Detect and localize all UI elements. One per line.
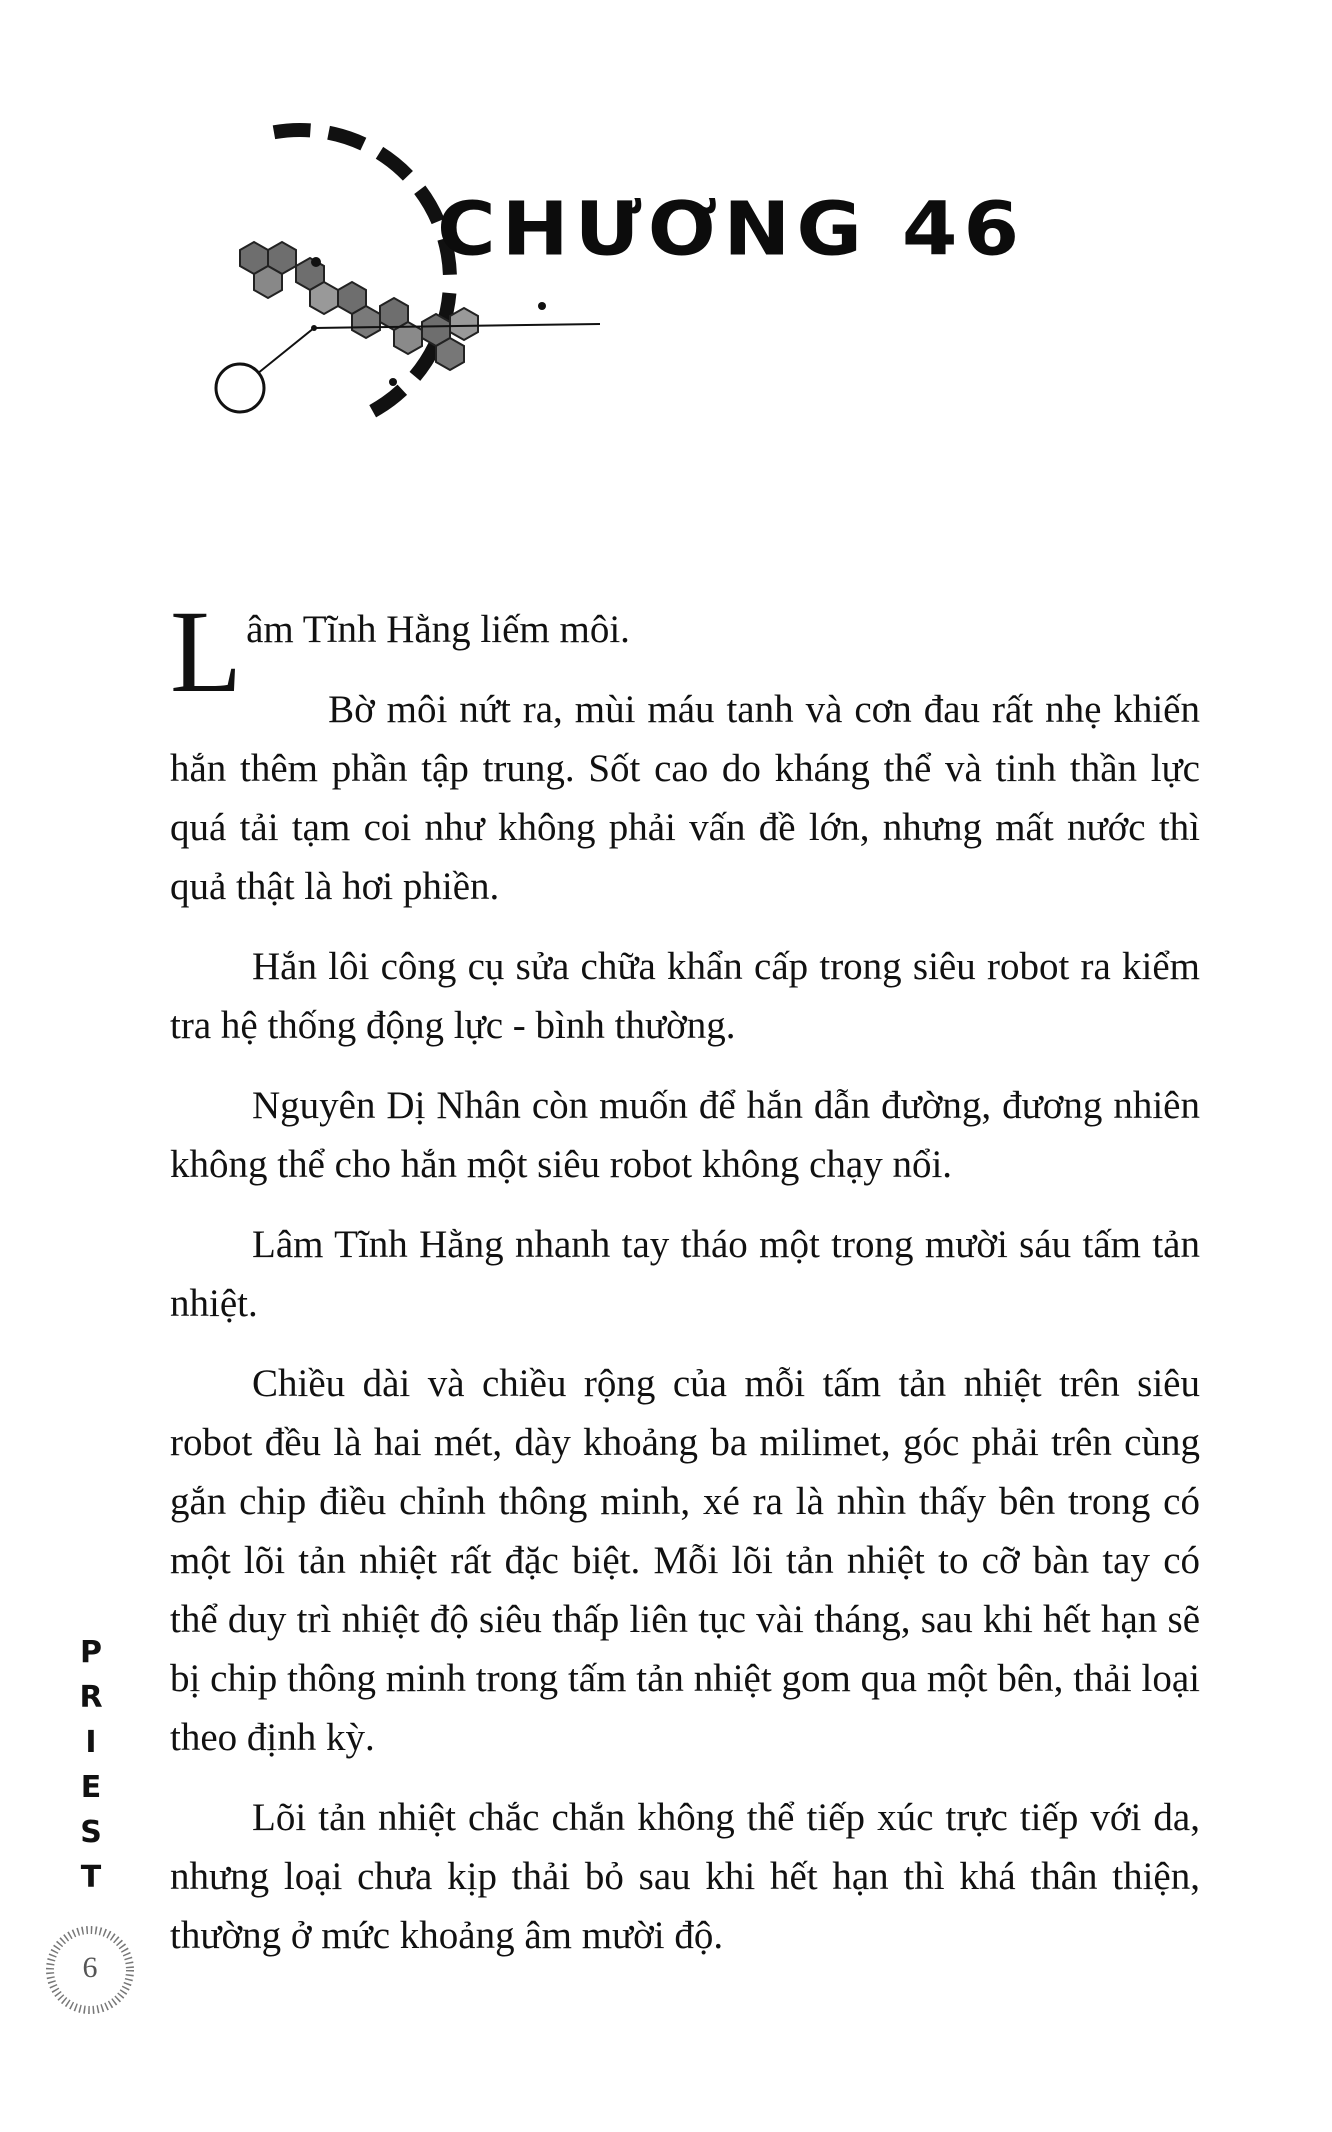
paragraph: Bờ môi nứt ra, mùi máu tanh và cơn đau rất nhẹ khiến hắn thêm phần tập trung. Sốt cao do kháng thể và tinh thần lực quá tải tạm coi như không phải vấn đề lớn, nhưng mất nước thì quả thật là hơi phiền. [170, 688, 1200, 908]
paragraph: Nguyên Dị Nhân còn muốn để hắn dẫn đường, đương nhiên không thể cho hắn một siêu robot không chạy nổi. [170, 1084, 1200, 1186]
author-letter: S [80, 1815, 102, 1850]
author-letter: R [79, 1680, 103, 1715]
author-letter: P [80, 1635, 102, 1670]
author-letter: I [85, 1725, 97, 1760]
paragraph: Chiều dài và chiều rộng của mỗi tấm tản nhiệt trên siêu robot đều là hai mét, dày khoảng ba milimet, góc phải trên cùng gắn chip điều chỉnh thông minh, xé ra là nhìn thấy bên trong có một lõi tản nhiệt rất đặc biệt. Mỗi lõi tản nhiệt to cỡ bàn tay có thể duy trì nhiệt độ siêu thấp liên tục vài tháng, sau khi hết hạn sẽ bị chip thông minh trong tấm tản nhiệt gom qua một bên, thải loại theo định kỳ. [170, 1362, 1200, 1759]
paragraph-text: âm Tĩnh Hằng liếm môi. [246, 608, 630, 651]
author-letter: E [80, 1770, 102, 1805]
paragraph [170, 586, 1200, 717]
paragraph: Lâm Tĩnh Hằng nhanh tay tháo một trong mười sáu tấm tản nhiệt. [170, 1223, 1200, 1325]
chapter-body [170, 586, 1200, 1986]
author-letter: T [80, 1860, 102, 1895]
paragraph: Lõi tản nhiệt chắc chắn không thể tiếp xúc trực tiếp với da, nhưng loại chưa kịp thải bỏ sau khi hết hạn thì khá thân thiện, thường ở mức khoảng âm mười độ. [170, 1796, 1200, 1957]
chapter-emblem [130, 110, 650, 490]
paragraph: Hắn lôi công cụ sửa chữa khẩn cấp trong siêu robot ra kiểm tra hệ thống động lực - bình thường. [170, 945, 1200, 1047]
chapter-title: CHƯƠNG 46 [437, 186, 1026, 273]
drop-cap: L [170, 586, 243, 717]
sidebar-author-name [76, 1630, 106, 1900]
page-number: 6 [82, 1951, 98, 1984]
